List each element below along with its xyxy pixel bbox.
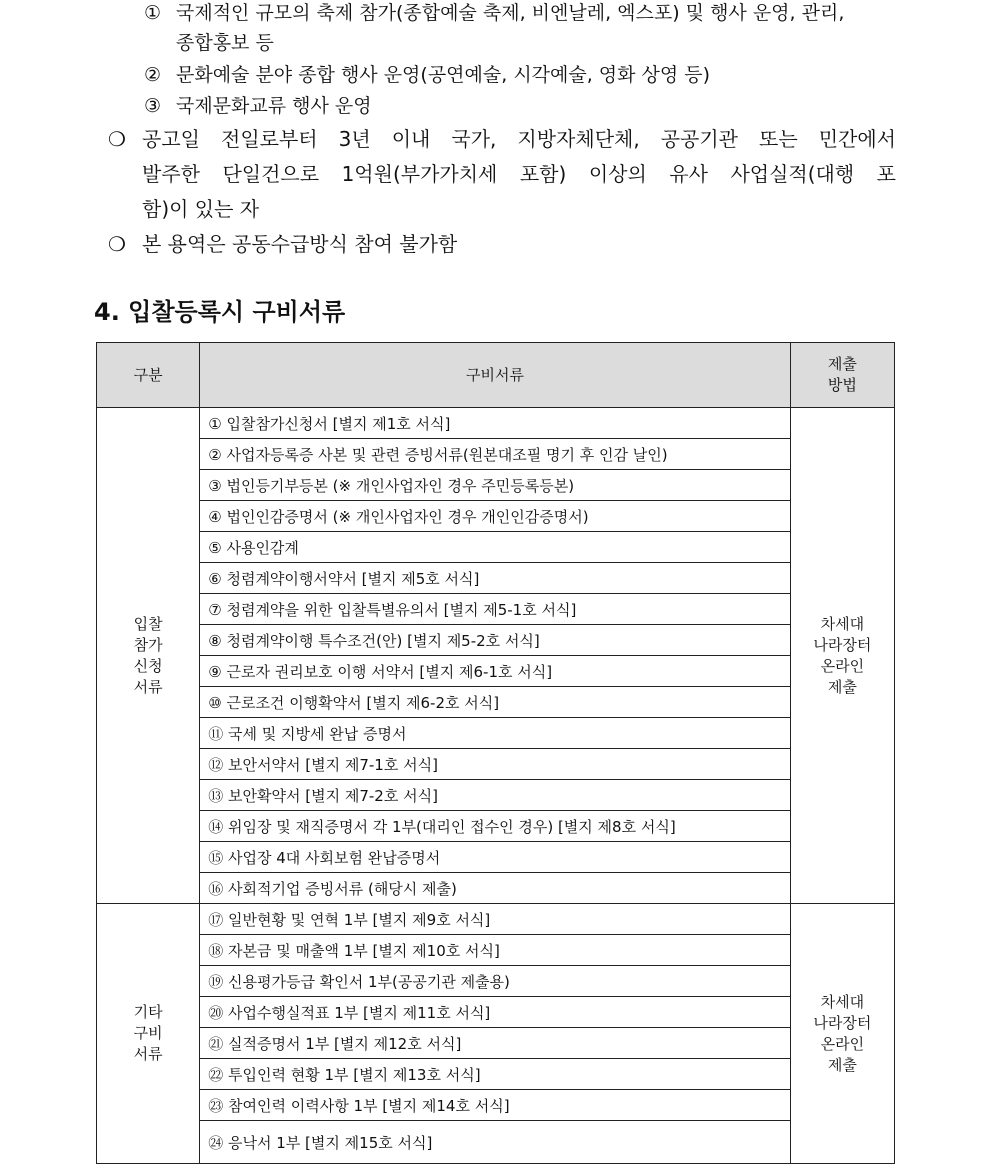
- header-method-line: 제출: [827, 355, 857, 373]
- table-row: [97, 780, 895, 811]
- table-row: [97, 997, 895, 1028]
- bullet-symbol: ❍: [108, 127, 126, 151]
- method-line: 차세대: [820, 992, 865, 1011]
- sub-item-number: ①: [144, 2, 162, 24]
- table-row: [97, 532, 895, 563]
- group-category-cell: [97, 904, 200, 1164]
- category-line: 서류: [133, 1045, 163, 1063]
- bullet-symbol: ❍: [108, 232, 126, 256]
- document-item: ⑬ 보안확약서 [별지 제7-2호 서식]: [200, 780, 790, 811]
- category-line: 구비: [133, 1024, 163, 1042]
- sub-item-number: ②: [144, 64, 162, 86]
- group-method-cell: [790, 904, 894, 1164]
- document-item: ⑰ 일반현황 및 연혁 1부 [별지 제9호 서식]: [200, 904, 790, 935]
- document-item: ㉒ 투입인력 현황 1부 [별지 제13호 서식]: [200, 1059, 790, 1090]
- method-line: 차세대: [820, 614, 865, 633]
- method-line: 나라장터: [813, 1013, 872, 1032]
- document-item: ⑤ 사용인감계: [200, 532, 790, 563]
- document-item: ④ 법인인감증명서 (※ 개인사업자인 경우 개인인감증명서): [200, 501, 790, 532]
- document-item: ⑲ 신용평가등급 확인서 1부(공공기관 제출용): [200, 966, 790, 997]
- category-line: 입찰: [133, 614, 163, 633]
- table-row: [97, 656, 895, 687]
- table-row: [97, 966, 895, 997]
- group-category-cell: [97, 408, 200, 904]
- document-item: ⑧ 청렴계약이행 특수조건(안) [별지 제5-2호 서식]: [200, 625, 790, 656]
- bullet-1-line-2: 발주한 단일건으로 1억원(부가가치세 포함) 이상의 유사 사업실적(대행 포: [142, 162, 896, 186]
- category-line: 참가: [133, 635, 163, 654]
- method-line: 제출: [827, 1055, 857, 1074]
- document-item: ㉔ 응낙서 1부 [별지 제15호 서식]: [200, 1121, 790, 1164]
- table-row: [97, 718, 895, 749]
- document-item: ⑩ 근로조건 이행확약서 [별지 제6-2호 서식]: [200, 687, 790, 718]
- document-item: ⑨ 근로자 권리보호 이행 서약서 [별지 제6-1호 서식]: [200, 656, 790, 687]
- sub-item-2: [144, 62, 710, 88]
- table-row: [97, 1090, 895, 1121]
- document-item: ⑯ 사회적기업 증빙서류 (해당시 제출): [200, 873, 790, 904]
- method-line: 나라장터: [813, 635, 872, 654]
- document-item: ㉑ 실적증명서 1부 [별지 제12호 서식]: [200, 1028, 790, 1059]
- table-row: [97, 625, 895, 656]
- table-row: [97, 873, 895, 904]
- header-category: 구분: [97, 343, 200, 408]
- document-item: ⑪ 국세 및 지방세 완납 증명서: [200, 718, 790, 749]
- category-line: 신청: [133, 656, 163, 675]
- document-item: ⑱ 자본금 및 매출액 1부 [별지 제10호 서식]: [200, 935, 790, 966]
- document-item: ⑥ 청렴계약이행서약서 [별지 제5호 서식]: [200, 563, 790, 594]
- document-item: ⑦ 청렴계약을 위한 입찰특별유의서 [별지 제5-1호 서식]: [200, 594, 790, 625]
- group-method-cell: [790, 408, 894, 904]
- document-item: ⑮ 사업장 4대 사회보험 완납증명서: [200, 842, 790, 873]
- table-row: [97, 811, 895, 842]
- table-row: [97, 594, 895, 625]
- header-method: [790, 343, 894, 408]
- table-row: [97, 749, 895, 780]
- header-documents: 구비서류: [200, 343, 790, 408]
- sub-item-3: [144, 93, 372, 119]
- sub-item-1: [144, 0, 844, 26]
- document-item: ⑫ 보안서약서 [별지 제7-1호 서식]: [200, 749, 790, 780]
- document-item: ⑭ 위임장 및 재직증명서 각 1부(대리인 접수인 경우) [별지 제8호 서식]: [200, 811, 790, 842]
- category-line: 기타: [133, 1003, 163, 1021]
- document-item: ⑳ 사업수행실적표 1부 [별지 제11호 서식]: [200, 997, 790, 1028]
- table-row: [97, 842, 895, 873]
- method-line: 온라인: [820, 656, 865, 675]
- table-row: [97, 563, 895, 594]
- table-header-row: [97, 343, 895, 408]
- required-documents-table: [96, 342, 895, 1164]
- header-method-line: 방법: [827, 376, 857, 394]
- table-row: [97, 501, 895, 532]
- category-line: 서류: [133, 677, 163, 696]
- table-row: [97, 1121, 895, 1164]
- sub-item-1-continuation: 종합홍보 등: [176, 32, 274, 54]
- bullet-2-line-1: 본 용역은 공동수급방식 참여 불가함: [142, 232, 458, 256]
- table-row: [97, 1059, 895, 1090]
- document-item: ㉓ 참여인력 이력사항 1부 [별지 제14호 서식]: [200, 1090, 790, 1121]
- sub-item-text: 국제적인 규모의 축제 참가(종합예술 축제, 비엔날레, 엑스포) 및 행사 운영, 관리,: [176, 2, 845, 24]
- document-item: ① 입찰참가신청서 [별지 제1호 서식]: [200, 408, 790, 439]
- section-title: 4. 입찰등록시 구비서류: [94, 298, 346, 326]
- table-row: [97, 470, 895, 501]
- table-row: [97, 687, 895, 718]
- method-line: 제출: [827, 677, 857, 696]
- table-row: [97, 1028, 895, 1059]
- table-row: [97, 439, 895, 470]
- table-row: [97, 408, 895, 439]
- method-line: 온라인: [820, 1034, 865, 1053]
- sub-item-number: ③: [144, 95, 162, 117]
- sub-item-text: 문화예술 분야 종합 행사 운영(공연예술, 시각예술, 영화 상영 등): [176, 64, 711, 86]
- sub-item-text: 국제문화교류 행사 운영: [176, 95, 372, 117]
- document-item: ② 사업자등록증 사본 및 관련 증빙서류(원본대조필 명기 후 인감 날인): [200, 439, 790, 470]
- bullet-1-line-3: 함)이 있는 자: [142, 197, 260, 221]
- bullet-1-line-1: 공고일 전일로부터 3년 이내 국가, 지방자체단체, 공공기관 또는 민간에서: [142, 127, 896, 151]
- document-item: ③ 법인등기부등본 (※ 개인사업자인 경우 주민등록등본): [200, 470, 790, 501]
- table-row: [97, 904, 895, 935]
- table-row: [97, 935, 895, 966]
